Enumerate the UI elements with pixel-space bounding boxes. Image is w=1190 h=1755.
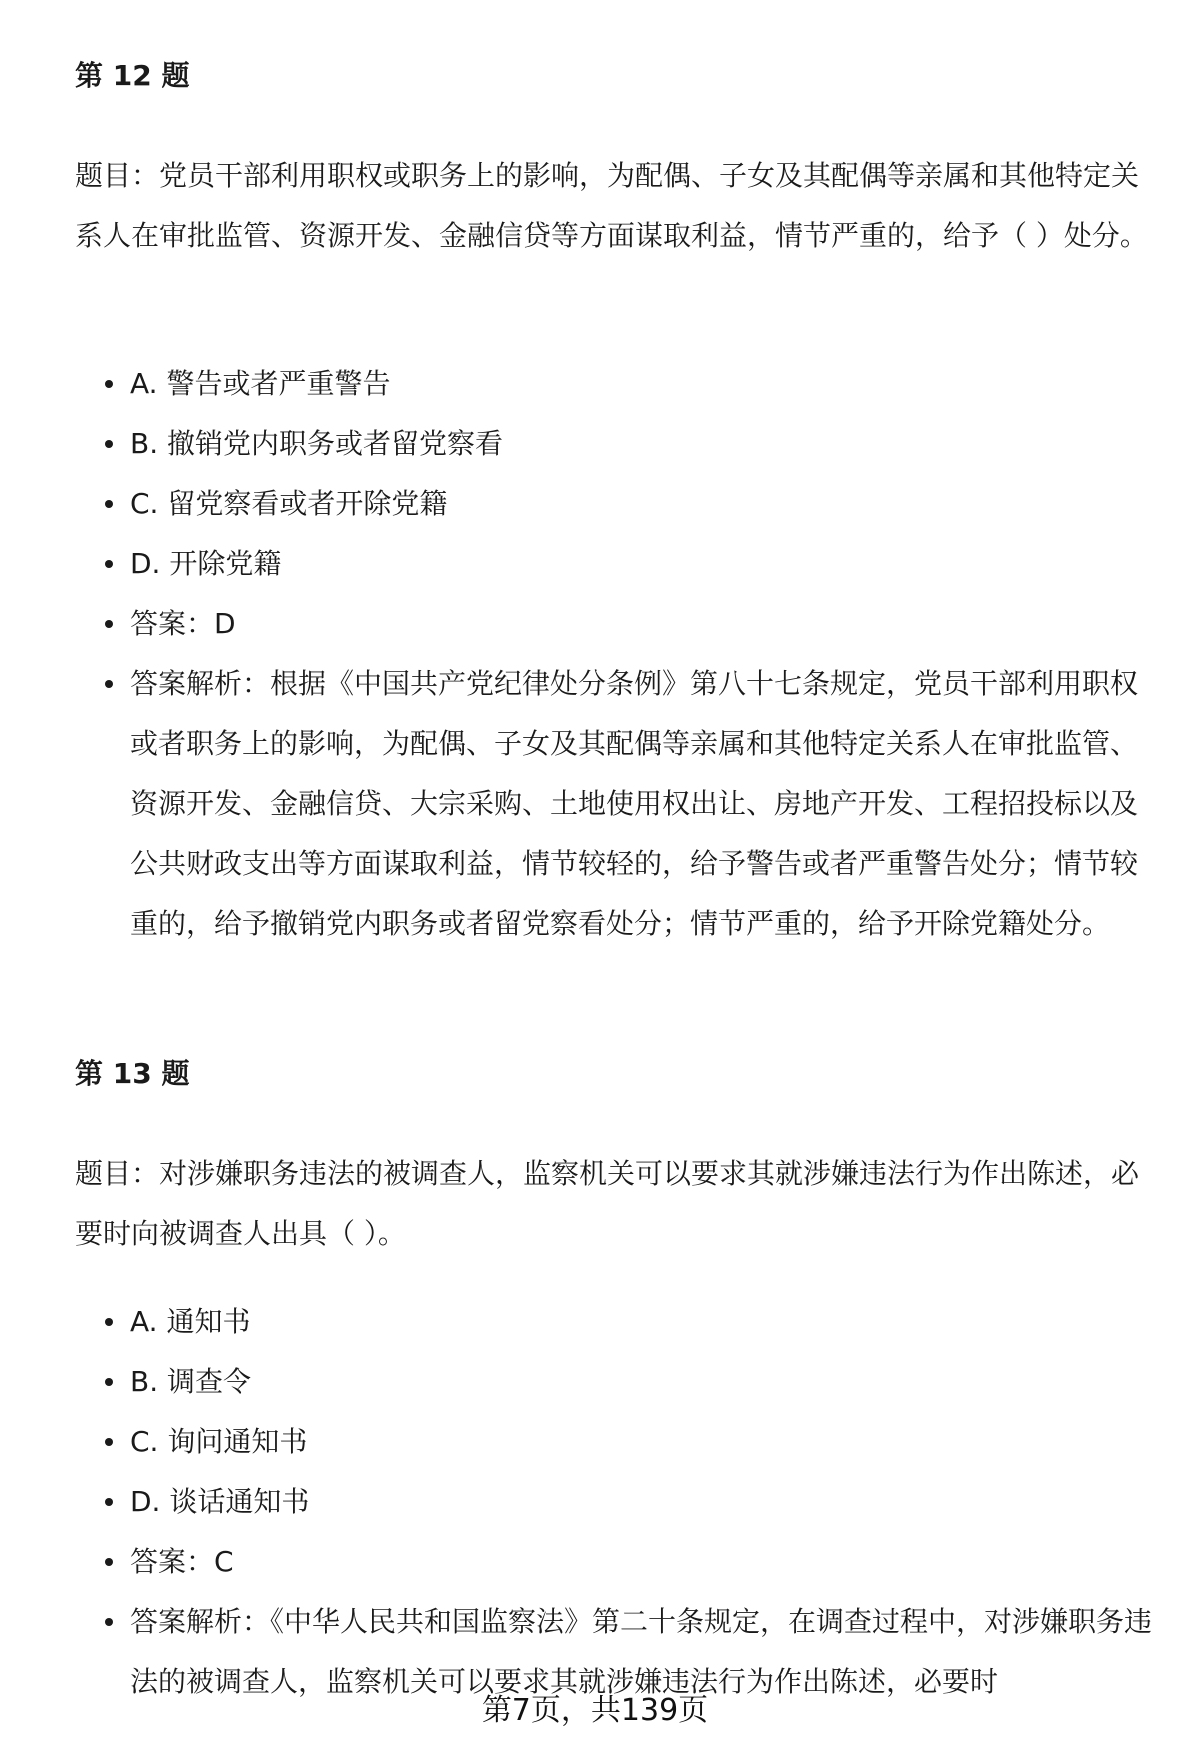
option-c: C. 留党察看或者开除党籍 [75,474,1165,534]
option-d: D. 谈话通知书 [75,1472,1165,1532]
option-c: C. 询问通知书 [75,1412,1165,1472]
question-title: 第 12 题 [75,59,190,92]
question-stem: 题目：党员干部利用职权或职务上的影响，为配偶、子女及其配偶等亲属和其他特定关系人在审批监管、资源开发、金融信贷等方面谋取利益，情节严重的，给予（ ）处分。 [75,159,1148,252]
option-b: B. 调查令 [75,1352,1165,1412]
option-b: B. 撤销党内职务或者留党察看 [75,414,1165,474]
question-stem: 题目：对涉嫌职务违法的被调查人，监察机关可以要求其就涉嫌违法行为作出陈述，必要时向被调查人出具（ ）。 [75,1157,1140,1250]
option-a: A. 通知书 [75,1292,1165,1352]
answer: 答案：D [75,594,1165,654]
option-d: D. 开除党籍 [75,534,1165,594]
answer-explanation: 答案解析：《中华人民共和国监察法》第二十条规定，在调查过程中，对涉嫌职务违法的被调查人，监察机关可以要求其就涉嫌违法行为作出陈述，必要时 [75,1592,1165,1712]
question-title: 第 13 题 [75,1057,190,1090]
page-number: 第7页，共139页 [481,1693,709,1728]
answer-explanation: 答案解析：根据《中国共产党纪律处分条例》第八十七条规定，党员干部利用职权或者职务上的影响，为配偶、子女及其配偶等亲属和其他特定关系人在审批监管、资源开发、金融信贷、大宗采购、土地使用权出让、房地产开发、工程招投标以及公共财政支出等方面谋取利益，情节较轻的，给予警告或者严重警告处分；情节较重的，给予撤销党内职务或者留党察看处分；情节严重的，给予开除党籍处分。 [75,654,1165,954]
option-list [75,354,1165,954]
option-a: A. 警告或者严重警告 [75,354,1165,414]
option-list [75,1292,1165,1712]
answer: 答案：C [75,1532,1165,1592]
